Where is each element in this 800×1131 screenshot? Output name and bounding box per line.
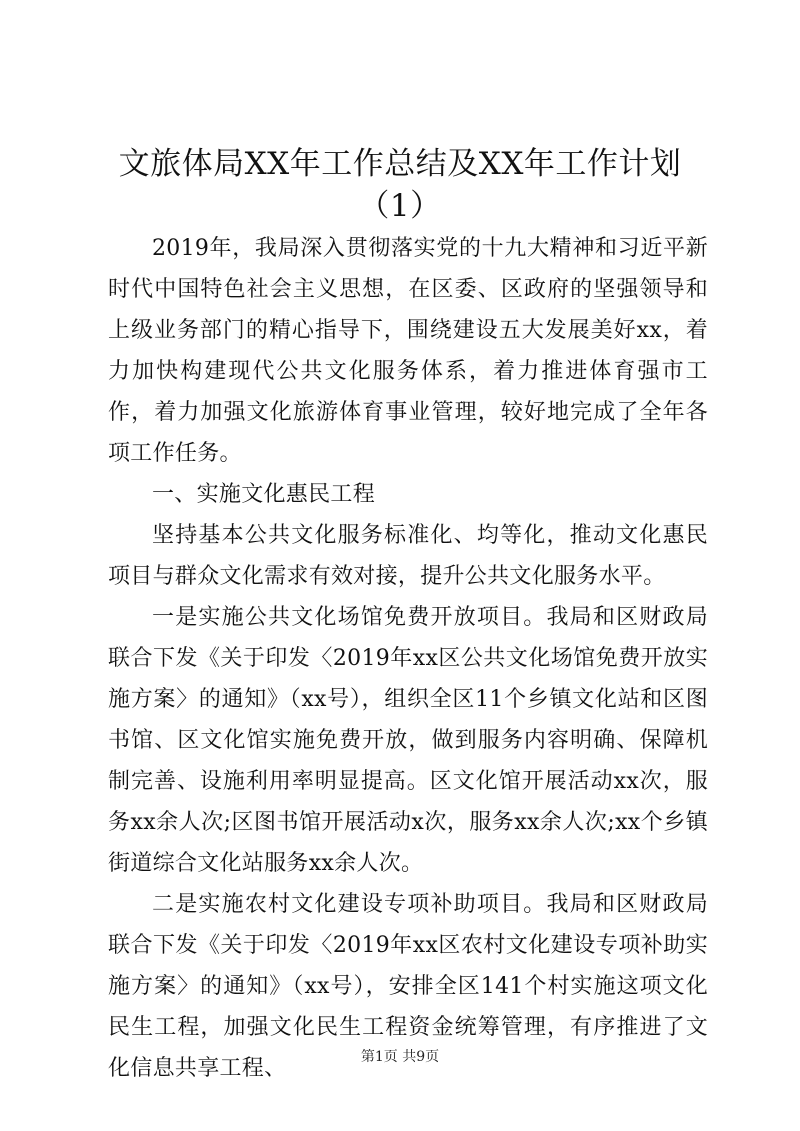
- section-heading: 一、实施文化惠民工程: [152, 482, 376, 507]
- paragraph-item-1: 一是实施公共文化场馆免费开放项目。我局和区财政局联合下发《关于印发〈2019年xx区公共文化场馆免费开放实施方案〉的通知》（xx号），组织全区11个乡镇文化站和区图书馆、区文化馆实施免费开放，做到服务内容明确、保障机制完善、设施利用率明显提高。区文化馆开展活动xx次，服务xx余人次;区图书馆开展活动x次，服务xx余人次;xx个乡镇街道综合文化站服务xx余人次。: [108, 605, 708, 876]
- paragraph-intro: 2019年，我局深入贯彻落实党的十九大精神和习近平新时代中国特色社会主义思想，在区委、区政府的坚强领导和上级业务部门的精心指导下，围绕建设五大发展美好xx，着力加快构建现代公共文化服务体系，着力推进体育强市工作，着力加强文化旅游体育事业管理，较好地完成了全年各项工作任务。: [108, 236, 708, 466]
- paragraph-section-summary: 坚持基本公共文化服务标准化、均等化，推动文化惠民项目与群众文化需求有效对接，提升公共文化服务水平。: [108, 523, 708, 589]
- document-title-number: （1）: [358, 188, 442, 224]
- paragraph-item-2: 二是实施农村文化建设专项补助项目。我局和区财政局联合下发《关于印发〈2019年xx区农村文化建设专项补助实施方案〉的通知》（xx号），安排全区141个村实施这项文化民生工程，加强文化民生工程资金统筹管理，有序推进了文化信息共享工程、: [108, 892, 708, 1081]
- document-title: 文旅体局XX年工作总结及XX年工作计划: [118, 146, 682, 182]
- page-footer: 第1页 共9页: [360, 1049, 440, 1065]
- document-body: [108, 228, 708, 1089]
